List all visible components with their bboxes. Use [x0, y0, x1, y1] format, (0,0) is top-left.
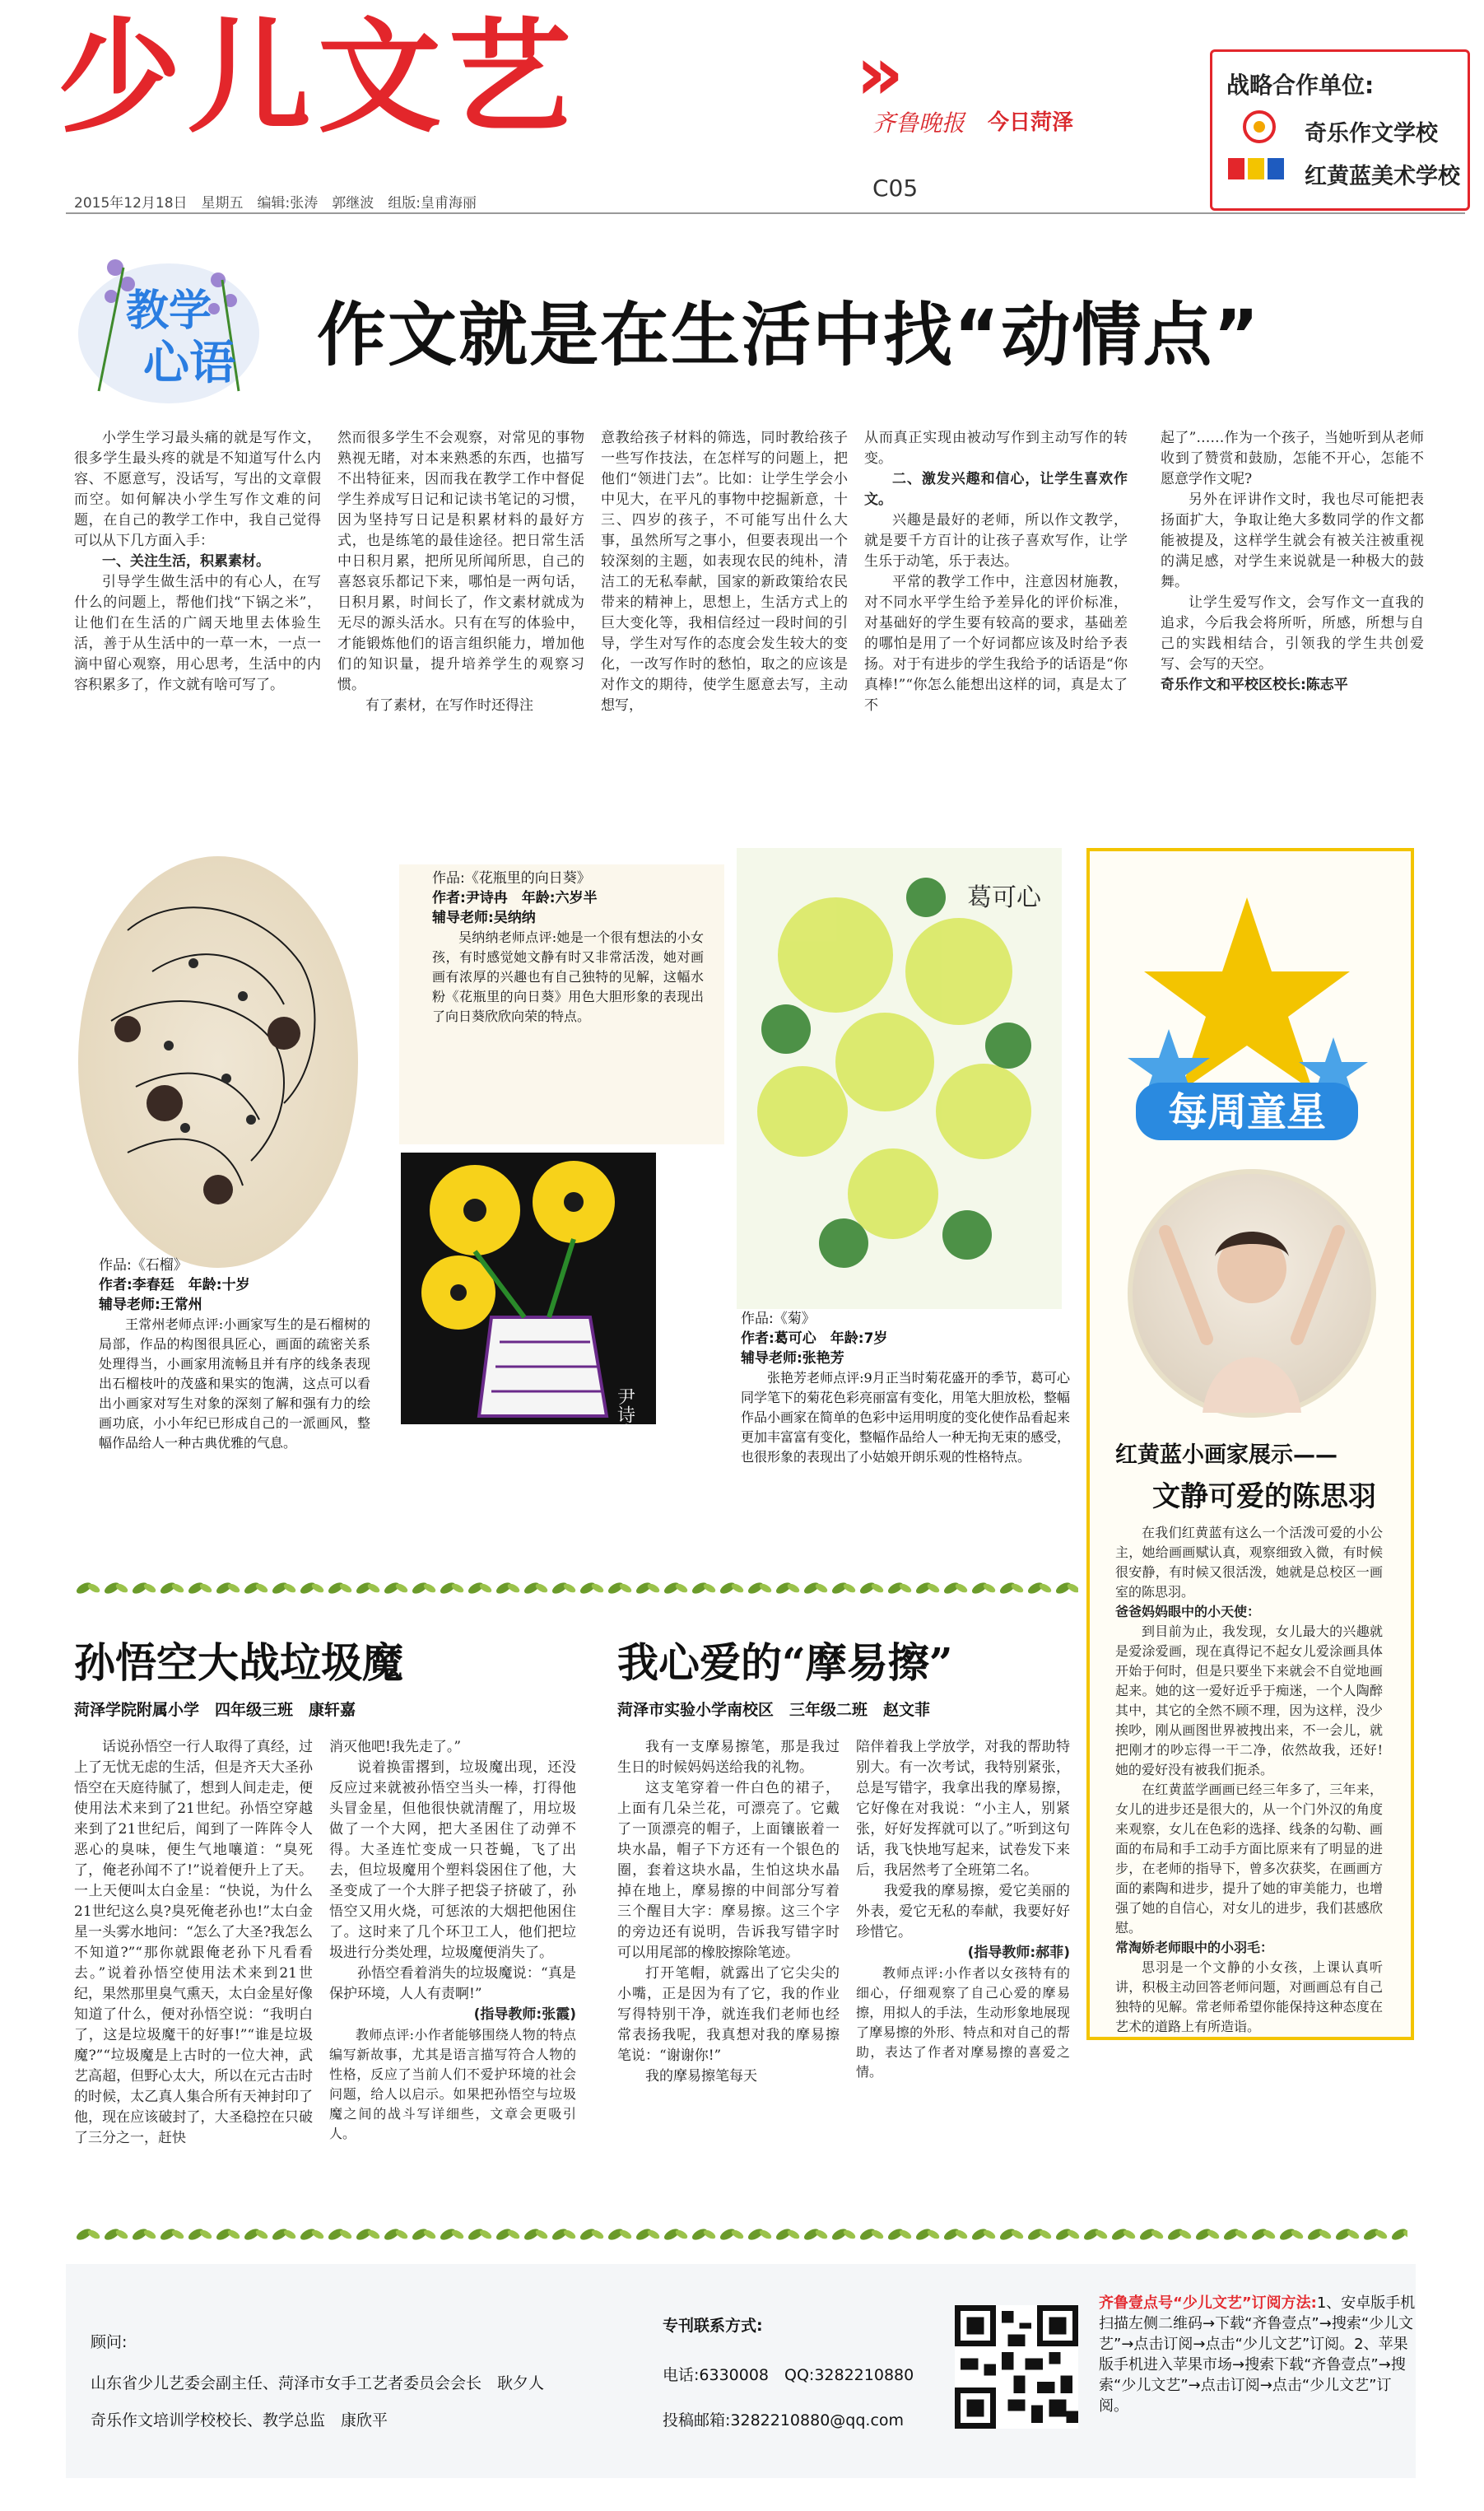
story-2-review: 教师点评:小作者以女孩特有的细心，仔细观察了自己心爱的摩易擦，用拟人的手法，生动形象地展现了摩易擦的外形、特点和对自己的帮助，表达了作者对摩易擦的喜爱之情。	[856, 1965, 1070, 2080]
artwork-pomegranate	[78, 856, 358, 1268]
partner-item-qile: 奇乐作文学校	[1305, 121, 1438, 147]
feature-headline: 作文就是在生活中找“动情点”	[317, 295, 1261, 375]
feature-subhead-1: 一、关注生活，积累素材。	[102, 553, 270, 570]
artwork-1-review: 王常州老师点评:小画家写生的是石榴树的局部，作品的构图很具匠心，画面的疏密关系处理得当，小画家用流畅且并有序的线条表现出石榴枝叶的茂盛和果实的饱满，这点可以看出小画家对写生对象的深刻了解和强有力的绘画功底，小小年纪已形成自己的一派画风，整幅作品给人一种古典优雅的气息。	[99, 1316, 370, 1451]
feature-author: 奇乐作文和平校区校长:陈志平	[1161, 677, 1348, 693]
advisor-label: 顾问:	[91, 2333, 128, 2351]
feature-column-4: 从而真正实现由被动写作到主动写作的转变。 二、激发兴趣和信心，让学生喜欢作文。 兴趣是最好的老师，所以作文教学，就是要千方百计的让孩子喜欢写作，让学生乐于动笔，乐于表达。 平常的教学工作中，注意因材施教，对不同水平学生给予差异化的评价标准，对基础好的学生要有较高的要求，基础差的哪怕是用了一个好词都应该及时给予表扬。对于有进步的学生我给予的话语是“你真棒!”“你怎么能想出这样的词，真是太了不	[864, 430, 1128, 714]
badge-text: 教学	[125, 287, 212, 336]
feature-column-5: 起了”……作为一个孩子，当她听到从老师收到了赞赏和鼓励，怎能不开心，怎能不愿意学作文呢? 另外在评讲作文时，我也尽可能把表扬面扩大，争取让绝大多数同学的作文都能被提及，这样学生就会有被关注被重视的满足感，对学生来说就是一种极大的鼓舞。 让学生爱写作文，会写作文一直我的追求，今后我会将所听，所感，所想与自己的实践相结合，引领我的学生共创爱写、会写的天空。 奇乐作文和平校区校长:陈志平	[1161, 430, 1424, 693]
feature-column-3: 意教给孩子材料的筛选，同时教给孩子一些写作技法，在怎样写的问题上，把他们“领进门去”。比如：让学生学会小中见大，在平凡的事物中挖掘新意，十三、四岁的孩子，不可能写出什么大事，虽然所写之事小，但要表现出一个较深刻的主题，如表现农民的纯朴，清洁工的无私奉献，国家的新政策给农民带来的精神上，思想上，生活方式上的巨大变化等，我相信经过一段时间的引导，学生对写作的态度会发生较大的变化，一改写作时的愁怕，取之的应该是对作文的期待，使学生愿意去写，主动想写，	[601, 430, 848, 714]
artwork-2-signature: 尹诗冉	[614, 1387, 635, 1424]
contact-label: 专刊联系方式:	[663, 2317, 763, 2335]
story-1-byline: 菏泽学院附属小学 四年级三班 康轩嘉	[74, 1701, 356, 1719]
weekly-star-badge-text: 每周童星	[1167, 1089, 1327, 1135]
artwork-3-caption	[741, 1309, 1070, 1467]
artwork-2-author: 作者:尹诗冉 年龄:六岁半	[432, 890, 598, 906]
artwork-chrysanthemum	[737, 848, 1062, 1309]
issue-meta: 2015年12月18日 星期五 编辑:张涛 郭继波 组版:皇甫海丽	[74, 195, 477, 212]
story-1-column-1: 话说孙悟空一行人取得了真经，过上了无忧无虑的生活，但是齐天大圣孙悟空在天庭待腻了，想到人间走走，便使用法术来到了21世纪。孙悟空穿越来到了21世纪后，闻到了一阵阵令人恶心的臭味，便生气地嚷道：“臭死了，俺老孙闻不了!”说着便升上了天。一上天便叫太白金星：“快说，为什么21世纪这么臭?臭死俺老孙也!”太白金星一头雾水地问：“怎么了大圣?我怎么不知道?”“那你就跟俺老孙下凡看看去。”说着孙悟空使用法术来到21世纪，果然那里臭气熏天，太白金星好像知道了什么，便对孙悟空说：“我明白了，这是垃圾魔干的好事!”“谁是垃圾魔?”“垃圾魔是上古时的一位大神，武艺高超，但野心太大，所以在元古击时的时候，太乙真人集合所有天神封印了他，现在应该破封了，大圣稳控在只破了三分之一，赶快	[74, 1739, 313, 2146]
artwork-2-review: 吴纳纳老师点评:她是一个很有想法的小女孩，有时感觉她文静有时又非常活泼，她对画画有浓厚的兴趣也有自己独特的见解，这幅水粉《花瓶里的向日葵》用色大胆形象的表现出了向日葵欣欣向荣的特点。	[432, 929, 704, 1024]
story-1-teacher: (指导教师:张霞)	[473, 2006, 576, 2023]
artwork-2-teacher: 辅导老师:吴纳纳	[432, 910, 536, 926]
subscribe-title: 齐鲁壹点号“少儿文艺”订阅方法:	[1099, 2294, 1317, 2312]
artwork-1-caption	[99, 1256, 370, 1453]
star-article: 在我们红黄蓝有这么一个活泼可爱的小公主，她给画画赋认真，观察细致入微，有时候很安静，有时候又很活泼，她就是总校区一画室的陈思羽。 爸爸妈妈眼中的小天使： 到目前为止，我发现，女儿最大的兴趣就是爱涂爱画，现在真得记不起女儿爱涂画具体开始于何时，但是只要坐下来就会不自觉地画起来。她的这一爱好近乎于痴迷，一个人陶醉其中，其它的全然不顾不理，因为这样，没少挨吵，刚从画图世界被拽出来，不一会儿，就把刚才的吵忘得一干二净，依然故我，还好!她的爱好没有被我们扼杀。 在红黄蓝学画画已经三年多了，三年来，女儿的进步还是很大的，从一个门外汉的角度来观察，女儿在色彩的选择、线条的勾勒、画面的布局和手工动手方面比原来有了明显的进步，在老师的指导下，曾多次获奖，在画画方面的素陶和进步，提升了她的审美能力，也增强了她的自信心，对女儿的进步，我们甚感欣慰。 常淘娇老师眼中的小羽毛： 思羽是一个文静的小女孩，上课认真听讲，积极主动回答老师问题，对画画总有自己独特的见解。常老师希望你能保持这种态度在艺术的道路上有所造诣。	[1115, 1525, 1383, 2034]
story-1-column-2: 消灭他吧!我先走了。” 说着换雷撂到，垃圾魔出现，还没反应过来就被孙悟空当头一棒，打得他头冒金星，但他很快就清醒了，用垃圾做了一个大网，把大圣困住了动弹不得。大圣连忙变成一只苍蝇，飞了出去，但垃圾魔用个塑料袋困住了他，大圣变成了一个大胖子把袋子挤破了，孙悟空又用火烧，可惩浓的大烟把他困住了。这时来了几个环卫工人，他们把垃圾进行分类处理，垃圾魔便消失了。 孙悟空看着消失的垃圾魔说：“真是保护环境，人人有责啊!” (指导教师:张霞) 教师点评:小作者能够围绕人物的特点编写新故事，尤其是语言描写符合人物的性格，反应了当前人们不爱护环境的社会问题，给人以启示。如果把孙悟空与垃圾魔之间的战斗写详细些，文章会更吸引人。	[329, 1737, 576, 2144]
artwork-2-title: 作品:《花瓶里的向日葵》	[432, 870, 591, 887]
artwork-3-signature: 葛可心	[967, 883, 1041, 912]
story-2-teacher: (指导教师:郝菲)	[967, 1945, 1070, 1961]
paper-name: 齐鲁晚报	[872, 109, 965, 137]
leaf-divider-top	[74, 1577, 1078, 1600]
story-1-title: 孙悟空大战垃圾魔	[74, 1638, 403, 1687]
story-2-column-2: 陪伴着我上学放学，对我的帮助特别大。有一次考试，我特别紧张，总是写错字，我拿出我的摩易擦，它好像在对我说：“小主人，别紧张，好好发挥就可以了。”听到这句话，我飞快地写起来，试卷发下来后，我居然考了全班第二名。 我爱我的摩易擦，爱它美丽的外表，爱它无私的奉献，我要好好珍惜它。 (指导教师:郝菲) 教师点评:小作者以女孩特有的细心，仔细观察了自己心爱的摩易擦，用拟人的手法，生动形象地展现了摩易擦的外形、特点和对自己的帮助，表达了作者对摩易擦的喜爱之情。	[856, 1737, 1070, 2082]
masthead-title: 少儿文艺	[58, 7, 579, 150]
contact-phone: 电话:6330008 QQ:3282210880	[663, 2366, 914, 2384]
partner-item-hhl: 红黄蓝美术学校	[1305, 164, 1460, 189]
subscribe-info	[1099, 2293, 1420, 2416]
artwork-3-review: 张艳芳老师点评:9月正当时菊花盛开的季节，葛可心同学笔下的菊花色彩亮丽富有变化，用笔大胆放松，整幅作品小画家在简单的色彩中运用明度的变化使作品看起来更加丰富富有变化，整幅作品给人一种无拘无束的感受，也很形象的表现出了小姑娘开朗乐观的性格特点。	[741, 1370, 1071, 1465]
story-1-review: 教师点评:小作者能够围绕人物的特点编写新故事，尤其是语言描写符合人物的性格，反应了当前人们不爱护环境的社会问题，给人以启示。如果把孙悟空与垃圾魔之间的战斗写详细些，文章会更吸引人。	[329, 2027, 576, 2141]
leaf-divider-bottom	[74, 2223, 1407, 2246]
qile-logo-icon	[1230, 107, 1288, 144]
feature-column-1: 小学生学习最头痛的就是写作文，很多学生最头疼的就是不知道写什么内容、不愿意写，没话写，写出的文章假而空。如何解决小学生写作文难的问题，在自己的教学工作中，我自己觉得可以从下几方面入手： 一、关注生活，积累素材。 引导学生做生活中的有心人，在写什么的问题上，帮他们找“下锅之米”，让他们在生活的广阔天地里去体验生活，善于从生活中的一草一木，一点一滴中留心观察，用心思考，生活中的内容积累多了，作文就有啥可写了。	[74, 430, 321, 693]
svg-text:心语: 心语	[143, 337, 235, 390]
artwork-1-title: 作品:《石榴》	[99, 1257, 188, 1274]
paper-subtitle: 今日菏泽	[988, 110, 1074, 135]
artwork-3-teacher: 辅导老师:张艳芳	[741, 1350, 844, 1367]
hhl-logo-icon	[1226, 155, 1288, 189]
artwork-sunflowers	[401, 1153, 656, 1424]
star-title-1: 红黄蓝小画家展示——	[1115, 1442, 1337, 1468]
teaching-badge-icon	[66, 235, 272, 412]
weekly-star-badge-icon	[1103, 889, 1391, 1153]
star-title-2: 文静可爱的陈思羽	[1152, 1480, 1376, 1513]
subscribe-text: 1、安卓版手机扫描左侧二维码→下载“齐鲁壹点”→搜索“少儿文艺”→点击订阅→点击“少儿文艺”订阅。2、苹果版手机进入苹果市场→搜索下载“齐鲁壹点”→搜索“少儿文艺”→点击订阅→点击“少儿文艺”订阅。	[1099, 2294, 1416, 2415]
star-photo-avatar	[1128, 1169, 1376, 1418]
artwork-3-author: 作者:葛可心 年龄:7岁	[741, 1330, 888, 1347]
advisor-1: 山东省少儿艺委会副主任、菏泽市女手工艺者委员会会长 耿夕人	[91, 2374, 545, 2392]
page-number: C05	[872, 175, 919, 202]
artwork-1-author: 作者:李春廷 年龄:十岁	[99, 1277, 250, 1293]
story-2-column-1: 我有一支摩易擦笔，那是我过生日的时候妈妈送给我的礼物。 这支笔穿着一件白色的裙子，上面有几朵兰花，可漂亮了。它戴了一顶漂亮的帽子，上面镶嵌着一块水晶，帽子下方还有一个银色的圈，套着这块水晶，生怕这块水晶掉在地上，摩易擦的中间部分写着三个醒目大字：摩易擦。这三个字的旁边还有说明，告诉我写错字时可以用尾部的橡胶擦除笔迹。 打开笔帽，就露出了它尖尖的小嘴，正是因为有了它，我的作业写得特别干净，就连我们老师也经常表扬我呢，我真想对我的摩易擦笔说：“谢谢你!” 我的摩易擦笔每天	[617, 1739, 840, 2085]
story-2-byline: 菏泽市实验小学南校区 三年级二班 赵文菲	[617, 1701, 931, 1719]
artwork-3-title: 作品:《菊》	[741, 1311, 816, 1327]
masthead-chevron-icon: »	[856, 30, 905, 117]
partner-title: 战略合作单位:	[1226, 72, 1375, 99]
artwork-2-caption	[432, 869, 704, 1027]
star-subhead-2: 常淘娇老师眼中的小羽毛：	[1115, 1940, 1274, 1955]
star-subhead-1: 爸爸妈妈眼中的小天使：	[1115, 1604, 1261, 1619]
masthead-divider	[66, 212, 1465, 214]
story-2-title: 我心爱的“摩易擦”	[617, 1638, 953, 1687]
artwork-1-teacher: 辅导老师:王常州	[99, 1297, 202, 1313]
qr-code-icon[interactable]	[955, 2305, 1078, 2429]
advisor-2: 奇乐作文培训学校校长、教学总监 康欣平	[91, 2411, 388, 2429]
contact-email: 投稿邮箱:3282210880@qq.com	[663, 2411, 905, 2429]
feature-subhead-2: 二、激发兴趣和信心，让学生喜欢作文。	[864, 471, 1128, 508]
feature-column-2: 然而很多学生不会观察，对常见的事物熟视无睹，对本来熟悉的东西，也描写不出特征来，因而我在教学工作中督促学生养成写日记和记读书笔记的习惯，因为坚持写日记是积累材料的最好方式，也是练笔的最佳途径。把日常生活中日积月累，把所见所闻所思，自己的喜怒哀乐都记下来，哪怕是一两句话，日积月累，时间长了，作文素材就成为无尽的源头活水。只有在写的体验中，才能锻炼他们的语言组织能力，增加他们的知识量，提升培养学生的观察习惯。 有了素材，在写作时还得注	[337, 430, 584, 714]
